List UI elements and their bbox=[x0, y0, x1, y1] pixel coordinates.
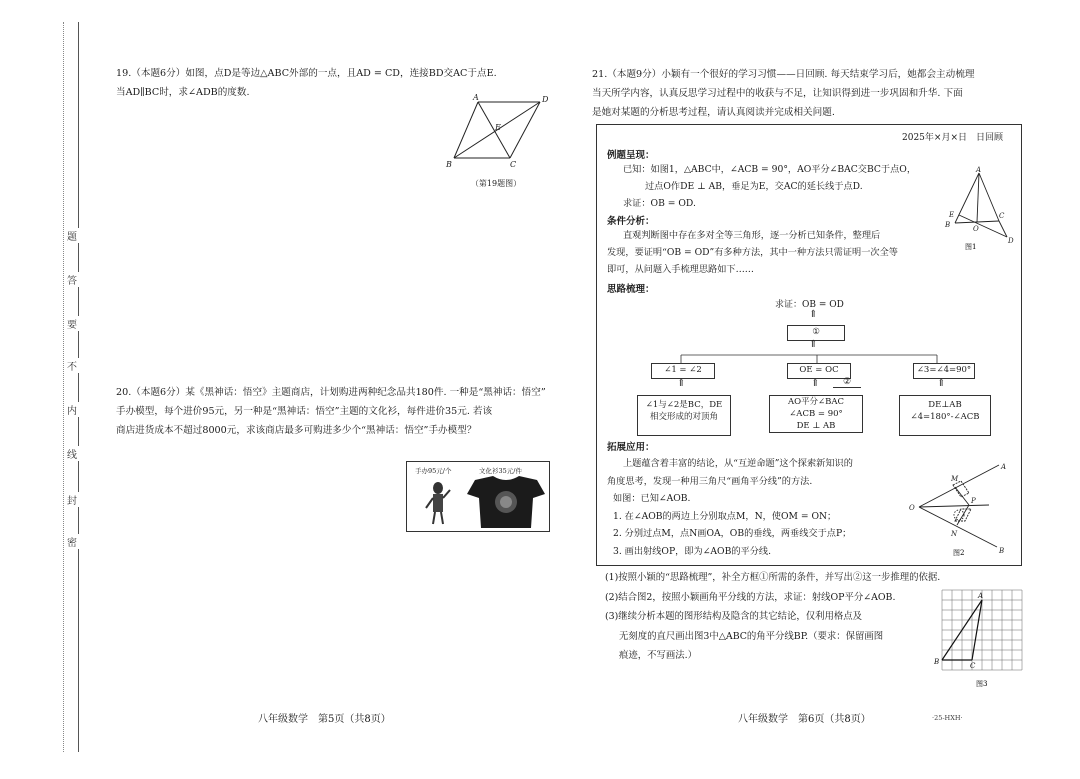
svg-text:M: M bbox=[951, 475, 959, 483]
flow-bot-right bbox=[899, 395, 991, 436]
arrow-up-icon: ⇑ bbox=[677, 378, 686, 389]
seal-char: 内 bbox=[64, 402, 80, 417]
extension-line: 2. 分别过点M，点N画OA，OB的垂线，两垂线交于点P； bbox=[613, 528, 852, 539]
figure-2 bbox=[907, 461, 1017, 557]
flow-bot-center bbox=[769, 395, 863, 433]
svg-text:A: A bbox=[976, 166, 982, 174]
flow-mid-right: ∠3=∠4=90° bbox=[913, 363, 975, 379]
example-line: 求证：OB = OD. bbox=[623, 198, 696, 209]
q19-line: 19.（本题6分）如图，点D是等边△ABC外部的一点，且AD = CD，连接BD交AC于点E. bbox=[116, 68, 497, 79]
flow-text: ∠4=180°-∠ACB bbox=[910, 412, 980, 422]
extension-title: 拓展应用： bbox=[607, 442, 655, 453]
q21-line: 当天所学内容，认真反思学习过程中的收获与不足，让知识得到进一步巩固和升华. 下面 bbox=[592, 88, 963, 99]
extension-body bbox=[607, 455, 917, 560]
q20-line: 手办模型，每个进价95元，另一种是“黑神话：悟空”主题的文化衫，每件进价35元. 若该 bbox=[116, 406, 493, 417]
example-body bbox=[623, 161, 953, 212]
flow-bot-left bbox=[637, 395, 731, 436]
q19-caption: （第19题图） bbox=[470, 179, 522, 188]
fig1-caption: 图1 bbox=[965, 243, 977, 251]
binding-dotted-line bbox=[63, 22, 64, 752]
fig2-caption: 图2 bbox=[953, 549, 965, 557]
figurine-icon bbox=[423, 478, 453, 526]
svg-text:C: C bbox=[999, 212, 1005, 220]
condition-line: 即可，从问题入手梳理思路如下…… bbox=[607, 264, 754, 275]
svg-text:B: B bbox=[999, 547, 1005, 555]
arrow-up-icon: ⇑ bbox=[811, 378, 820, 389]
flow-text: ∠ACB = 90° bbox=[789, 409, 843, 419]
flow-box-1: ① bbox=[787, 325, 845, 341]
extension-line: 1. 在∠AOB的两边上分别取点M，N，使OM = ON； bbox=[613, 510, 837, 522]
label-B: B bbox=[446, 160, 452, 169]
svg-text:B: B bbox=[934, 658, 940, 666]
seal-char: 不 bbox=[64, 358, 80, 373]
condition-line: 直观判断图中存在多对全等三角形，逐一分析已知条件，整理后 bbox=[623, 230, 881, 241]
question-20 bbox=[116, 383, 568, 440]
extension-line: 上题蕴含着丰富的结论，从“互逆命题”这个探索新知识的 bbox=[623, 458, 853, 469]
subquestion-1: (1)按照小颖的“思路梳理”，补全方框①所需的条件，并写出②这一步推理的依据. bbox=[605, 572, 941, 583]
subquestion-3: 无刻度的直尺画出图3中△ABC的角平分线BP.（要求：保留画图 bbox=[619, 630, 884, 642]
example-line: 已知：如图1，△ABC中，∠ACB = 90°，AO平分∠BAC交BC于点O， bbox=[623, 164, 917, 175]
q21-line: 21.（本题9分）小颖有一个很好的学习习惯——日回顾. 每天结束学习后，她都会主动梳理 bbox=[592, 69, 975, 80]
figure-3-grid bbox=[934, 586, 1030, 690]
question-21 bbox=[592, 65, 1032, 122]
q20-line: 20.（本题6分）某《黑神话：悟空》主题商店，计划购进两种纪念品共180件. 一种是“黑神话：悟空” bbox=[116, 387, 546, 398]
label-E: E bbox=[495, 123, 501, 132]
flow-text: 相交形成的对顶角 bbox=[649, 412, 718, 422]
q19-figure bbox=[440, 92, 560, 174]
seal-char: 要 bbox=[64, 316, 80, 331]
flow-text: DE⊥AB bbox=[928, 400, 962, 410]
tshirt-icon bbox=[467, 476, 545, 528]
seal-char: 封 bbox=[64, 492, 80, 507]
svg-text:O: O bbox=[973, 225, 979, 233]
arrow-up-icon: ⇑ bbox=[809, 309, 818, 320]
daily-review-box bbox=[596, 124, 1022, 566]
q20-products-image bbox=[406, 461, 550, 532]
binding-solid-line bbox=[78, 22, 79, 752]
fig3-caption: 图3 bbox=[976, 680, 988, 688]
extension-line: 如图：已知∠AOB. bbox=[613, 493, 691, 504]
q21-line: 是她对某题的分析思考过程，请认真阅读并完成相关问题. bbox=[592, 107, 835, 118]
figure-1 bbox=[941, 165, 1017, 251]
svg-text:C: C bbox=[970, 662, 976, 670]
figure-price-label: 手办95元/个 bbox=[415, 467, 452, 475]
flow-mid-center: OE = OC bbox=[787, 363, 851, 379]
arrow-up-icon: ⇑ bbox=[809, 339, 818, 350]
flow-text: DE ⊥ AB bbox=[796, 421, 836, 431]
subquestion-3: (3)继续分析本题的图形结构及隐含的其它结论，仅利用格点及 bbox=[605, 611, 863, 622]
seal-char: 题 bbox=[64, 228, 80, 243]
seal-char: 线 bbox=[64, 446, 80, 461]
q20-line: 商店进货成本不超过8000元，求该商店最多可购进多少个“黑神话：悟空”手办模型？ bbox=[116, 425, 477, 436]
flow-mid-left: ∠1 = ∠2 bbox=[651, 363, 715, 379]
seal-char: 答 bbox=[64, 272, 80, 287]
page-footer-left: 八年级数学 第5页（共8页） bbox=[258, 714, 391, 725]
seal-char: 密 bbox=[64, 534, 80, 549]
label-A: A bbox=[473, 93, 479, 102]
page-footer-right: 八年级数学 第6页（共8页） bbox=[738, 714, 871, 725]
label-D: D bbox=[542, 95, 549, 104]
exam-code: ·25-HXH· bbox=[932, 714, 963, 722]
extension-line: 3. 画出射线OP，即为∠AOB的平分线. bbox=[613, 545, 771, 557]
svg-text:A: A bbox=[978, 592, 984, 600]
svg-text:D: D bbox=[1008, 237, 1014, 245]
svg-text:E: E bbox=[949, 211, 955, 219]
example-line: 过点O作DE ⊥ AB，垂足为E，交AC的延长线于点D. bbox=[645, 181, 863, 192]
extension-line: 角度思考，发现一种用三角尺“画角平分线”的方法. bbox=[607, 475, 813, 487]
flow-mark-2: ② bbox=[833, 377, 861, 388]
flow-text: ∠1与∠2是BC，DE bbox=[645, 400, 723, 410]
review-date: 2025年×月×日 日回顾 bbox=[902, 133, 1003, 143]
flow-goal: 求证：OB = OD bbox=[775, 300, 844, 310]
shirt-price-label: 文化衫35元/件 bbox=[479, 467, 522, 475]
svg-text:P: P bbox=[971, 497, 976, 505]
subquestion-3: 痕迹，不写画法.） bbox=[619, 650, 697, 661]
subquestion-2: (2)结合图2，按照小颖画角平分线的方法，求证：射线OP平分∠AOB. bbox=[605, 591, 896, 603]
arrow-up-icon: ⇑ bbox=[937, 378, 946, 389]
svg-text:B: B bbox=[945, 221, 951, 229]
condition-body bbox=[607, 227, 947, 278]
q19-line: 当AD∥BC时，求∠ADB的度数. bbox=[116, 87, 250, 98]
condition-title: 条件分析： bbox=[607, 216, 655, 227]
flow-text: AO平分∠BAC bbox=[787, 397, 845, 407]
example-title: 例题呈现： bbox=[607, 150, 655, 161]
idea-title: 思路梳理： bbox=[607, 284, 655, 295]
svg-text:O: O bbox=[909, 504, 915, 512]
svg-text:A: A bbox=[1001, 463, 1007, 471]
label-C: C bbox=[510, 160, 517, 169]
svg-text:N: N bbox=[951, 530, 958, 538]
condition-line: 发现，要证明“OB = OD”有多种方法，其中一种方法只需证明一次全等 bbox=[607, 247, 898, 258]
